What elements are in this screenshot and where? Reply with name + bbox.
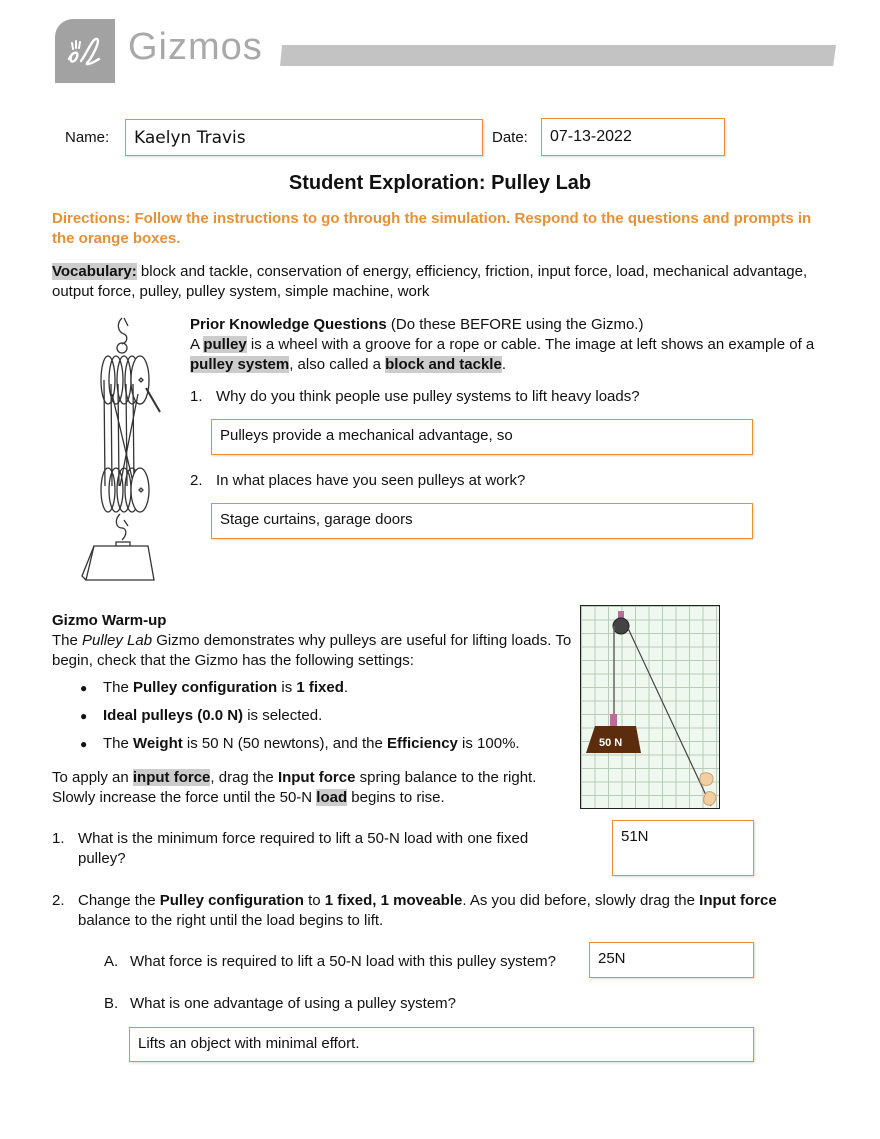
vocabulary-terms: block and tackle, conservation of energy, efficiency, friction, input force, load, mechanical advantage, output force, pulley, pulley system, simple machine, work [52,263,808,300]
question-text: In what places have you seen pulleys at work? [216,472,526,489]
pulley-simulation-image [580,605,720,809]
gizmos-logo-mark [55,19,115,83]
activity-question-1: 1. What is the minimum force required to lift a 50-N load with one fixed pulley? [52,830,529,867]
vocabulary-label: Vocabulary: [52,263,137,280]
question-text: Why do you think people use pulley systems to lift heavy loads? [216,388,640,405]
term-pulley-system: pulley system [190,356,290,373]
term-block-and-tackle: block and tackle [385,356,502,373]
activity-answer-2b[interactable]: Lifts an object with minimal effort. [129,1027,754,1062]
page-title: Student Exploration: Pulley Lab [288,172,592,194]
el-logo-icon [63,33,107,69]
prior-knowledge-heading: Prior Knowledge Questions [190,316,387,333]
date-field[interactable]: 07-13-2022 [541,118,725,156]
header-bar [280,45,836,66]
prior-answer-2[interactable]: Stage curtains, garage doors [211,503,753,539]
warmup-heading: Gizmo Warm-up [52,612,167,629]
vocabulary [52,262,832,302]
prior-knowledge-note: (Do these BEFORE using the Gizmo.) [386,316,644,333]
activity-answer-1[interactable]: 51N [612,820,754,876]
term-pulley: pulley [203,336,247,353]
prior-answer-1[interactable]: Pulleys provide a mechanical advantage, so [211,419,753,455]
warmup-section [52,611,572,671]
block-and-tackle-illustration [78,314,168,584]
warmup-intro: The Pulley Lab Gizmo demonstrates why pulleys are useful for lifting loads. To begin, check that the Gizmo has the following settings: [52,632,572,669]
activity-answer-2a[interactable]: 25N [589,942,754,978]
activity-question-2: 2. Change the Pulley configuration to 1 fixed, 1 moveable. As you did before, slowly drag the Input force balance to the right until the load begins to lift. [52,892,777,929]
name-label: Name: [65,129,110,146]
activity-question-2b: B. What is one advantage of using a pulley system? [104,995,457,1012]
prior-question-2: 2. In what places have you seen pulleys at work? [190,472,526,489]
directions: Directions: Follow the instructions to go through the simulation. Respond to the questions and prompts in the orange boxes. [52,210,812,247]
date-label: Date: [492,129,528,146]
name-field[interactable]: Kaelyn Travis [125,119,483,156]
prior-knowledge-intro: A pulley is a wheel with a groove for a rope or cable. The image at left shows an example of a pulley system, also called a block and tackle. [190,336,815,373]
prior-question-1: 1. Why do you think people use pulley systems to lift heavy loads? [190,388,640,405]
brand-name: Gizmos [128,26,263,68]
prior-knowledge-section [190,315,830,375]
warmup-instructions: To apply an input force, drag the Input force spring balance to the right. Slowly increase the force until the 50-N load begins to rise. [52,769,537,806]
load-label: 50 N [599,737,623,749]
activity-question-2a: A. What force is required to lift a 50-N load with this pulley system? [104,953,557,970]
